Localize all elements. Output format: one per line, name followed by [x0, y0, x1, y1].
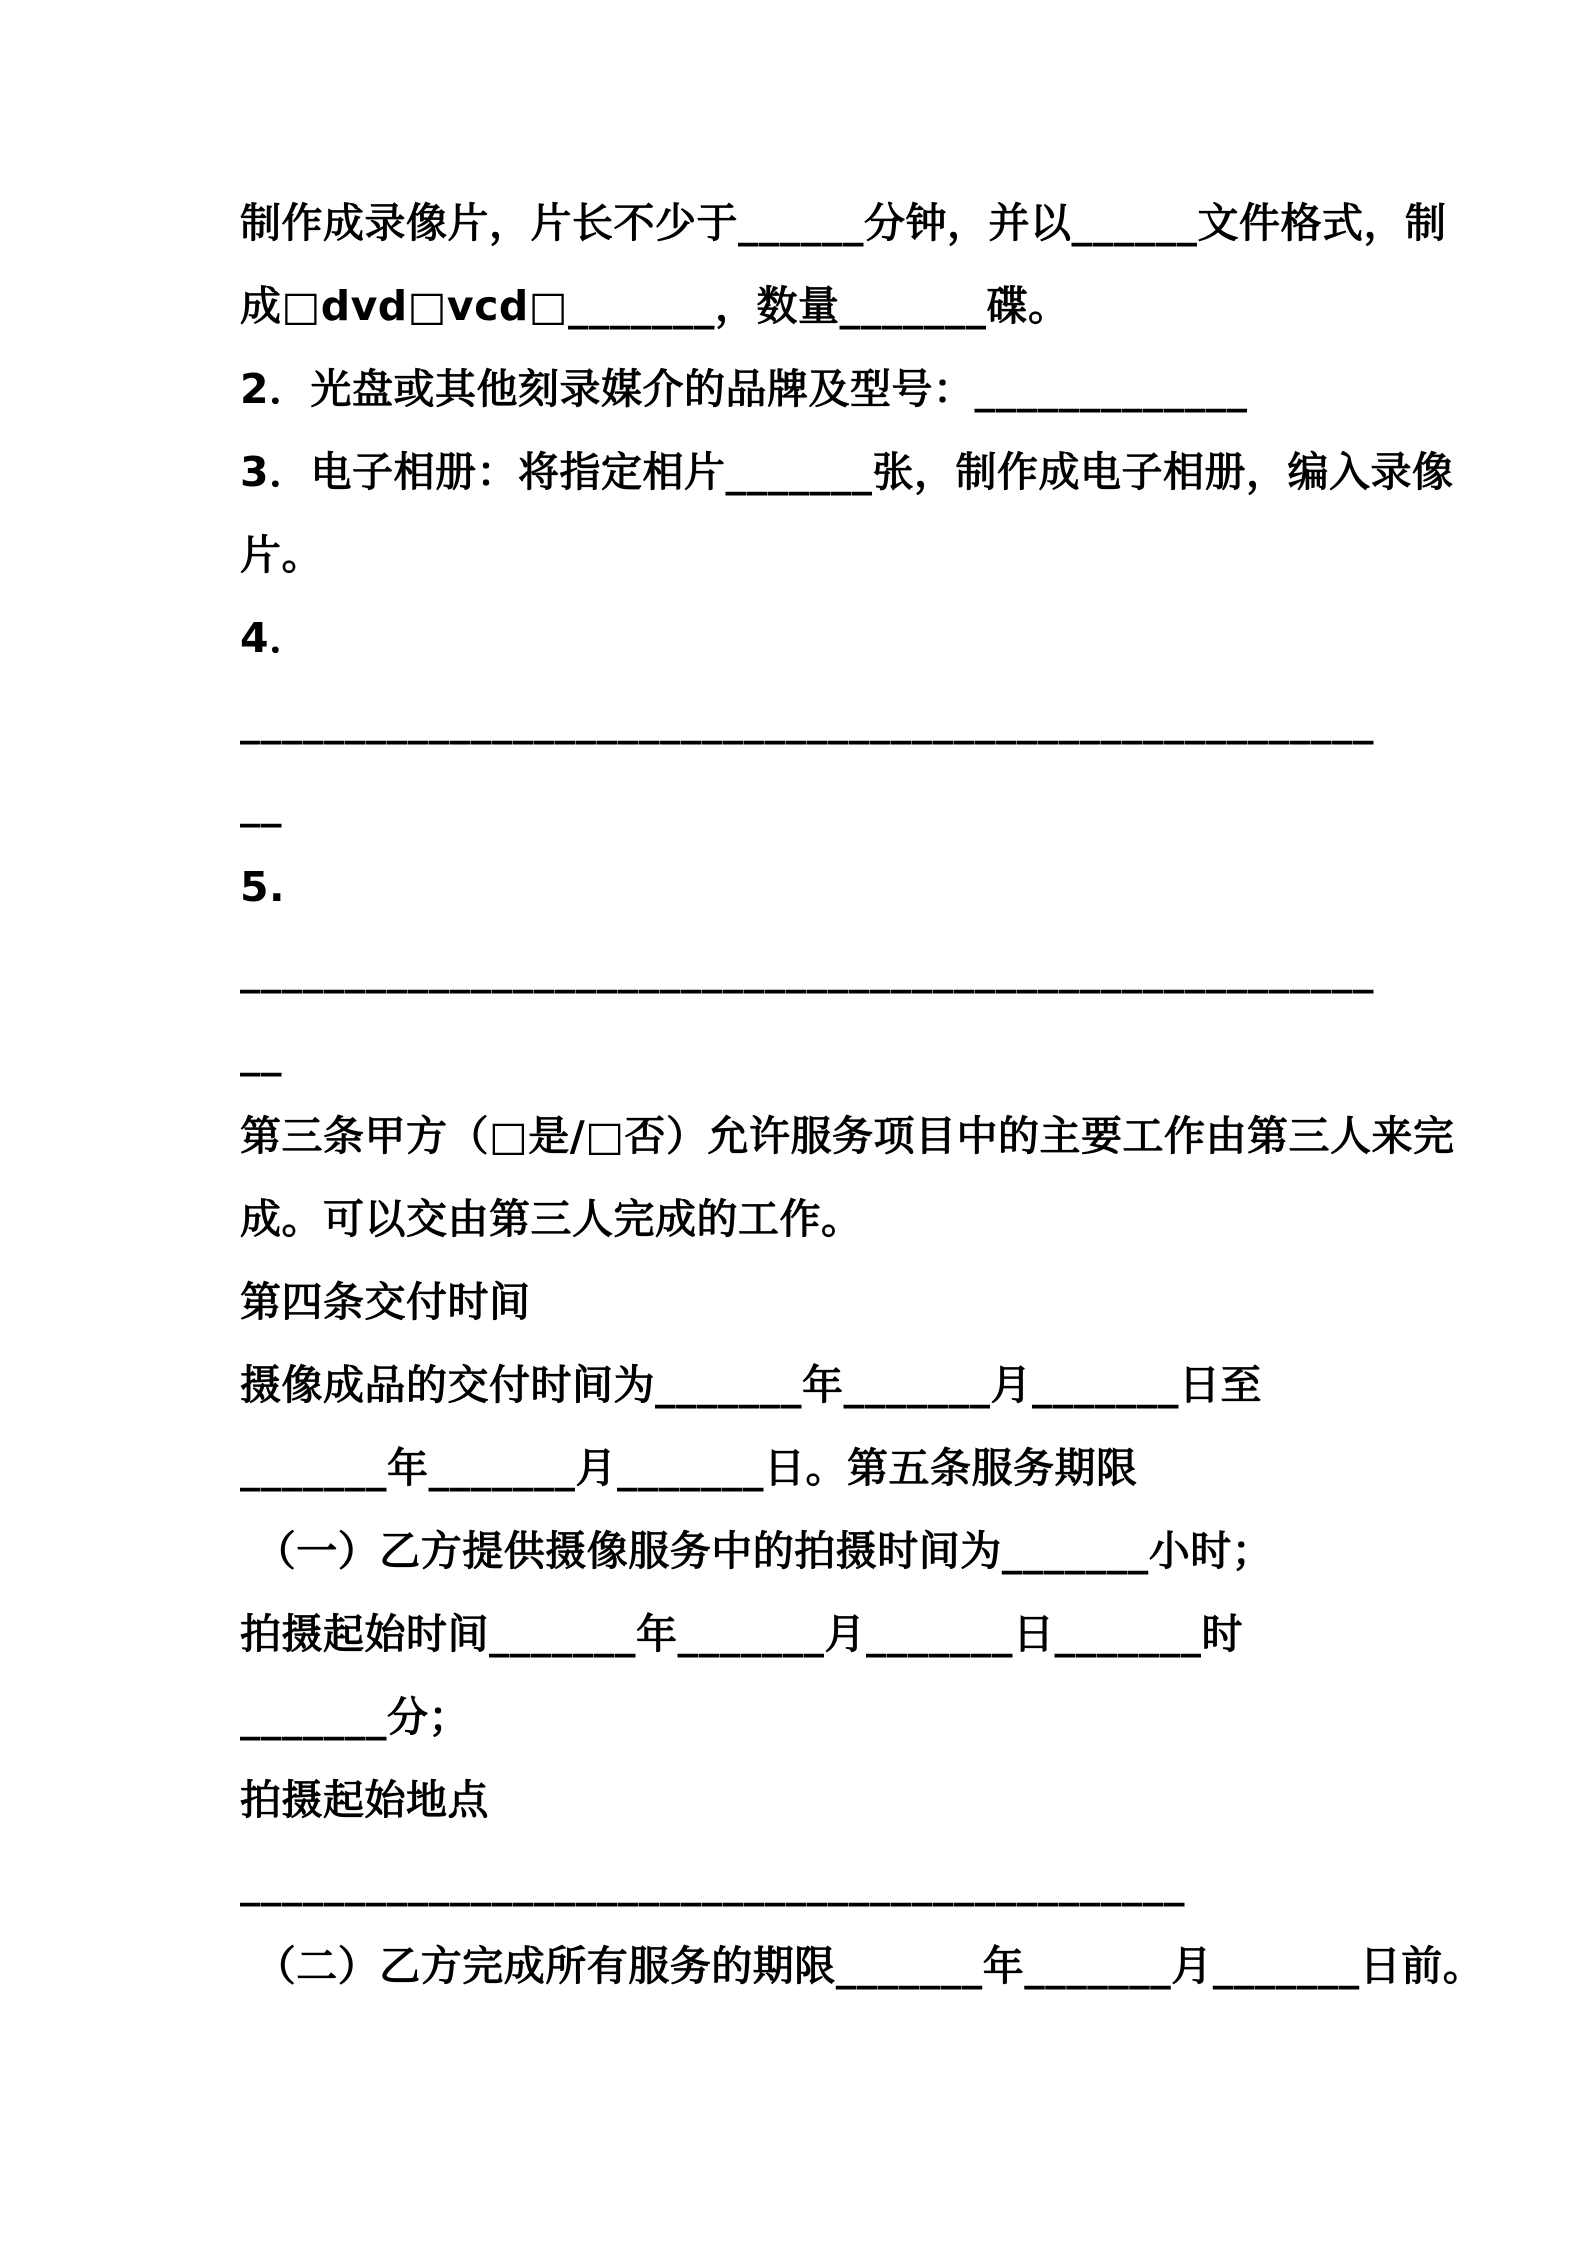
- document-blank-line: _____________________________________________: [240, 1859, 1185, 1907]
- document-line: 成。可以交由第三人完成的工作。: [240, 1195, 863, 1243]
- document-line: _______分；: [240, 1693, 470, 1741]
- document-line: _______年_______月_______日。第五条服务期限: [240, 1444, 1138, 1492]
- document-blank-line: ______________________________________________________: [240, 697, 1374, 745]
- document-line: （二）乙方完成所有服务的期限_______年_______月_______日前。: [240, 1942, 1485, 1990]
- document-line: 4．: [240, 614, 311, 662]
- document-line: 3．电子相册：将指定相片_______张，制作成电子相册，编入录像: [240, 448, 1454, 496]
- document-line: 第四条交付时间: [240, 1278, 531, 1326]
- document-blank-line: __: [240, 780, 282, 828]
- document-line: 拍摄起始时间_______年_______月_______日_______时: [240, 1610, 1243, 1658]
- document-line: 5.: [240, 863, 286, 911]
- document-line: 拍摄起始地点: [240, 1776, 489, 1824]
- document-line: 制作成录像片，片长不少于______分钟，并以______文件格式，制: [240, 199, 1447, 247]
- document-blank-line: __: [240, 1029, 282, 1077]
- document-line: 摄像成品的交付时间为_______年_______月_______日至: [240, 1361, 1262, 1409]
- document-line: 片。: [240, 531, 323, 579]
- document-line: 第三条甲方（□是/□否）允许服务项目中的主要工作由第三人来完: [240, 1112, 1455, 1160]
- document-blank-line: ______________________________________________________: [240, 946, 1374, 994]
- document-line: （一）乙方提供摄像服务中的拍摄时间为_______小时；: [240, 1527, 1274, 1575]
- document-line: 2．光盘或其他刻录媒介的品牌及型号：_____________: [240, 365, 1248, 413]
- document-line: 成□dvd□vcd□_______，数量_______碟。: [240, 282, 1070, 330]
